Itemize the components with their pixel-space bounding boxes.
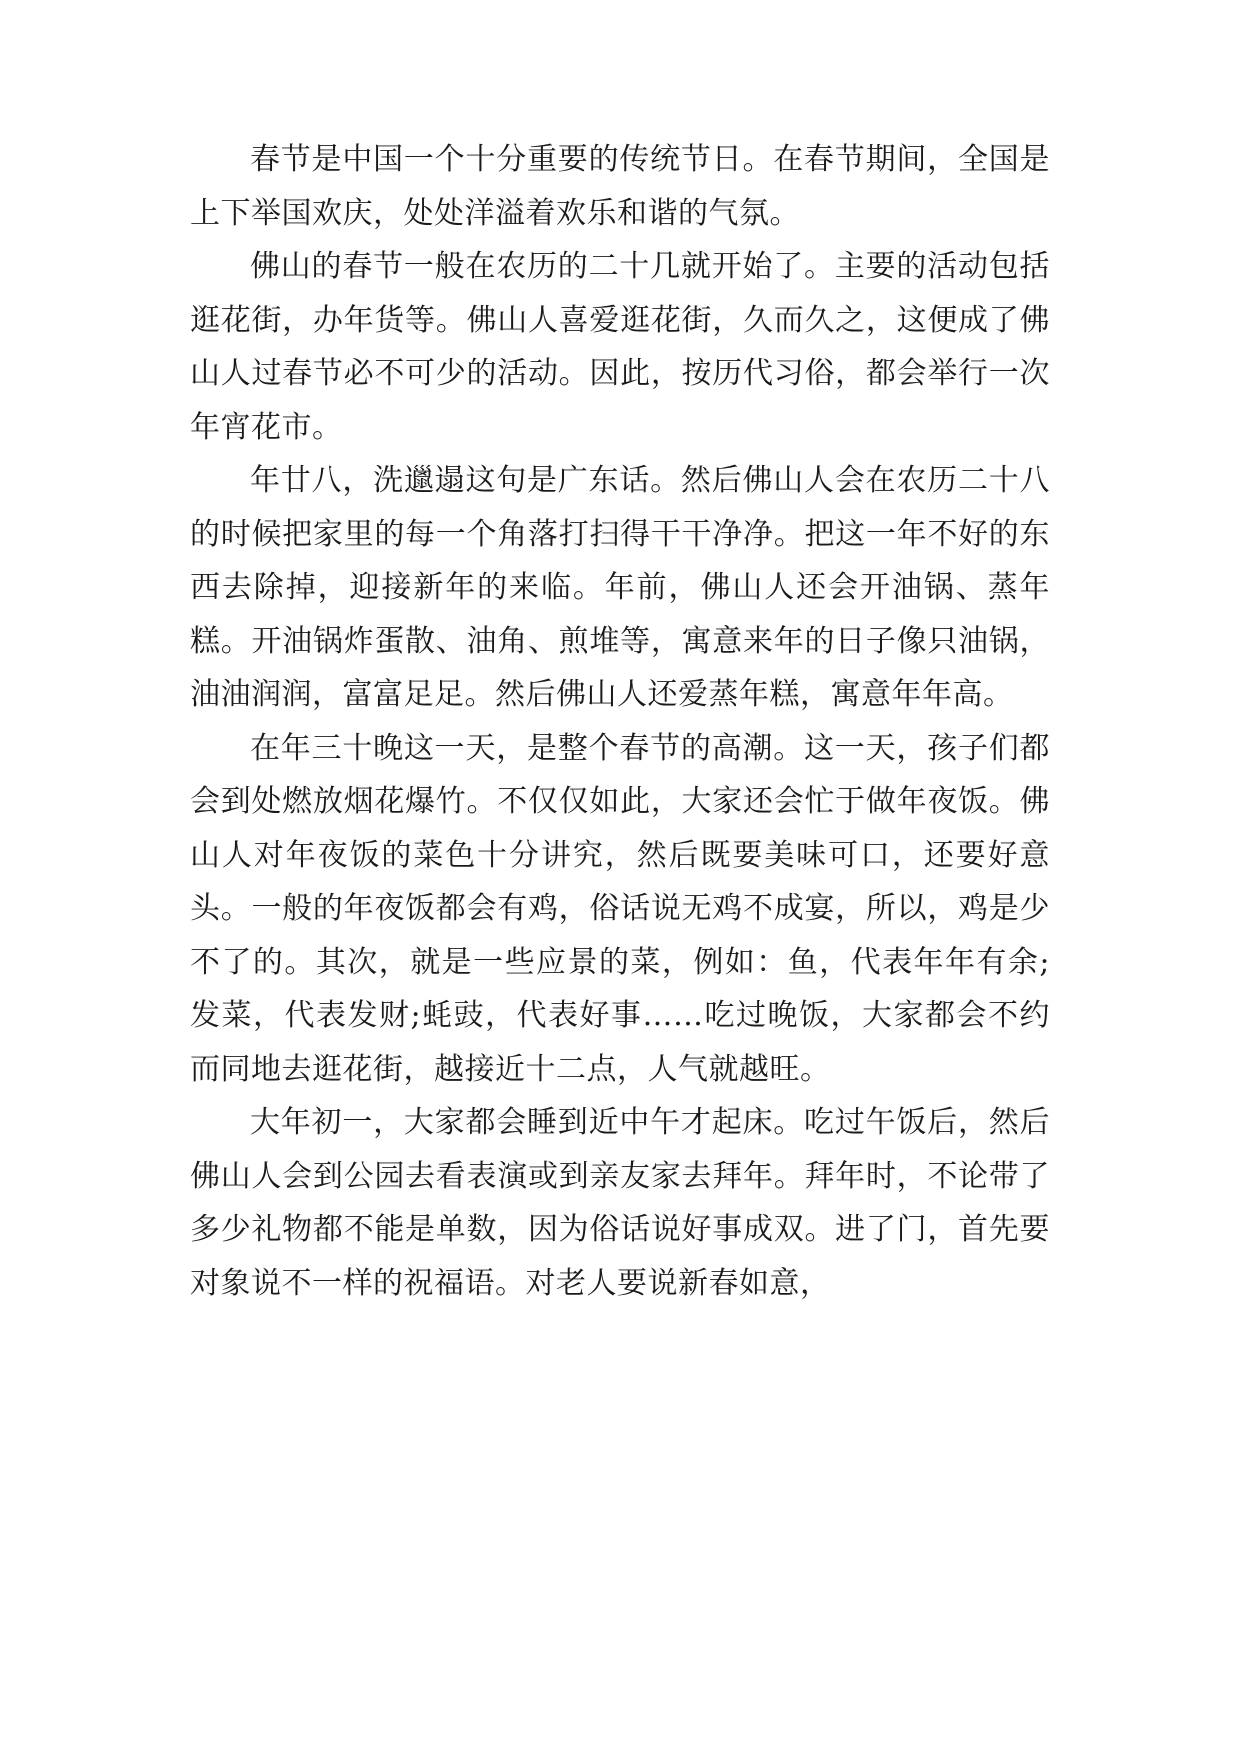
paragraph-new-years-eve: 在年三十晚这一天，是整个春节的高潮。这一天，孩子们都会到处燃放烟花爆竹。不仅仅如此，大家还会忙于做年夜饭。佛山人对年夜饭的菜色十分讲究，然后既要美味可口，还要好意头。一般的年夜饭都会有鸡，俗话说无鸡不成宴，所以，鸡是少不了的。其次，就是一些应景的菜，例如：鱼，代表年年有余;发菜，代表发财;蚝豉，代表好事……吃过晚饭，大家都会不约而同地去逛花街，越接近十二点，人气就越旺。 — [190, 730, 1050, 1087]
paragraph-foshan-flower-market: 佛山的春节一般在农历的二十几就开始了。主要的活动包括逛花街，办年货等。佛山人喜爱逛花街，久而久之，这便成了佛山人过春节必不可少的活动。因此，按历代习俗，都会举行一次年宵花市。 — [190, 249, 1050, 445]
paragraph-spring-festival-intro: 春节是中国一个十分重要的传统节日。在春节期间，全国是上下举国欢庆，处处洋溢着欢乐和谐的气氛。 — [190, 142, 1050, 231]
paragraph-year-28-cleaning: 年廿八，洗邋遢这句是广东话。然后佛山人会在农历二十八的时候把家里的每一个角落打扫得干干净净。把这一年不好的东西去除掉，迎接新年的来临。年前，佛山人还会开油锅、蒸年糕。开油锅炸蛋散、油角、煎堆等，寓意来年的日子像只油锅，油油润润，富富足足。然后佛山人还爱蒸年糕，寓意年年高。 — [190, 463, 1050, 712]
document-body — [190, 133, 1050, 1310]
paragraph-new-year-day: 大年初一，大家都会睡到近中午才起床。吃过午饭后，然后佛山人会到公园去看表演或到亲友家去拜年。拜年时，不论带了多少礼物都不能是单数，因为俗话说好事成双。进了门，首先要对象说不一样的祝福语。对老人要说新春如意， — [190, 1105, 1050, 1301]
